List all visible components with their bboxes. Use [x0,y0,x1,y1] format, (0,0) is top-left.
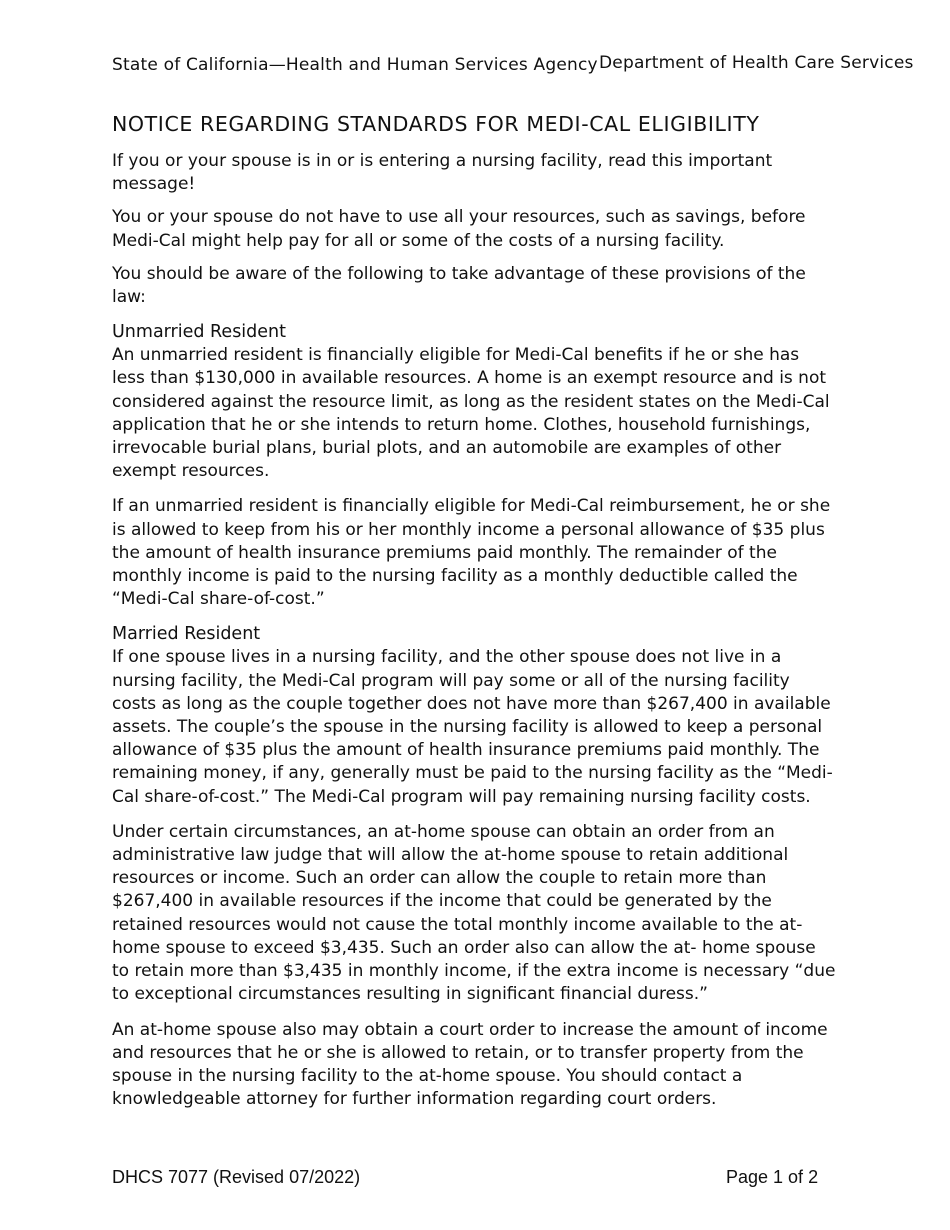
department-header: Department of Health Care Services [599,53,914,73]
agency-header: State of California—Health and Human Services Agency [112,55,598,75]
married-paragraph-2: Under certain circumstances, an at-home spouse can obtain an order from an administrative law judge that will allow the at-home spouse to retain additional resources or income. Such an order can allow the couple to retain more than $267,400 in available resources if the income that could be generated by the retained resources would not cause the total monthly income available to the at-home spouse to exceed $3,435. Such an order also can allow the at- home spouse to retain more than $3,435 in monthly income, if the extra income is necessary “due to exceptional circumstances resulting in significant financial duress.” [112,821,836,1005]
unmarried-paragraph-1: An unmarried resident is financially eligible for Medi-Cal benefits if he or she has less than $130,000 in available resources. A home is an exempt resource and is not considered against the resource limit, as long as the resident states on the Medi-Cal application that he or she intends to return home. Clothes, household furnishings, irrevocable burial plans, burial plots, and an automobile are examples of other exempt resources. [112,345,830,482]
married-paragraph-1: If one spouse lives in a nursing facility, and the other spouse does not live in a nursing facility, the Medi-Cal program will pay some or all of the nursing facility costs as long as the couple together does not have more than $267,400 in available assets. The couple’s the spouse in the nursing facility is allowed to keep a personal allowance of $35 plus the amount of health insurance premiums paid monthly. The remaining money, if any, generally must be paid to the nursing facility as the “Medi-Cal share-of-cost.” The Medi-Cal program will pay remaining nursing facility costs. [112,647,833,807]
page-title: NOTICE REGARDING STANDARDS FOR MEDI-CAL ELIGIBILITY [112,112,760,136]
married-heading: Married Resident [112,624,261,645]
intro-paragraph-1: If you or your spouse is in or is entering a nursing facility, read this important message! [112,151,773,195]
page-number: Page 1 of 2 [726,1167,819,1187]
intro-paragraph-2: You or your spouse do not have to use all your resources, such as savings, before Medi-Cal might help pay for all or some of the costs of a nursing facility. [112,207,806,251]
unmarried-heading: Unmarried Resident [112,322,287,343]
unmarried-paragraph-2: If an unmarried resident is financially eligible for Medi-Cal reimbursement, he or she is allowed to keep from his or her monthly income a personal allowance of $35 plus the amount of health insurance premiums paid monthly. The remainder of the monthly income is paid to the nursing facility as a monthly deductible called the “Medi-Cal share-of-cost.” [112,496,831,610]
document-body [112,150,837,1121]
form-id: DHCS 7077 (Revised 07/2022) [112,1167,361,1187]
married-paragraph-3: An at-home spouse also may obtain a court order to increase the amount of income and resources that he or she is allowed to retain, or to transfer property from the spouse in the nursing facility to the at-home spouse. You should contact a knowledgeable attorney for further information regarding court orders. [112,1019,828,1110]
intro-paragraph-3: You should be aware of the following to take advantage of these provisions of the law: [112,263,806,308]
